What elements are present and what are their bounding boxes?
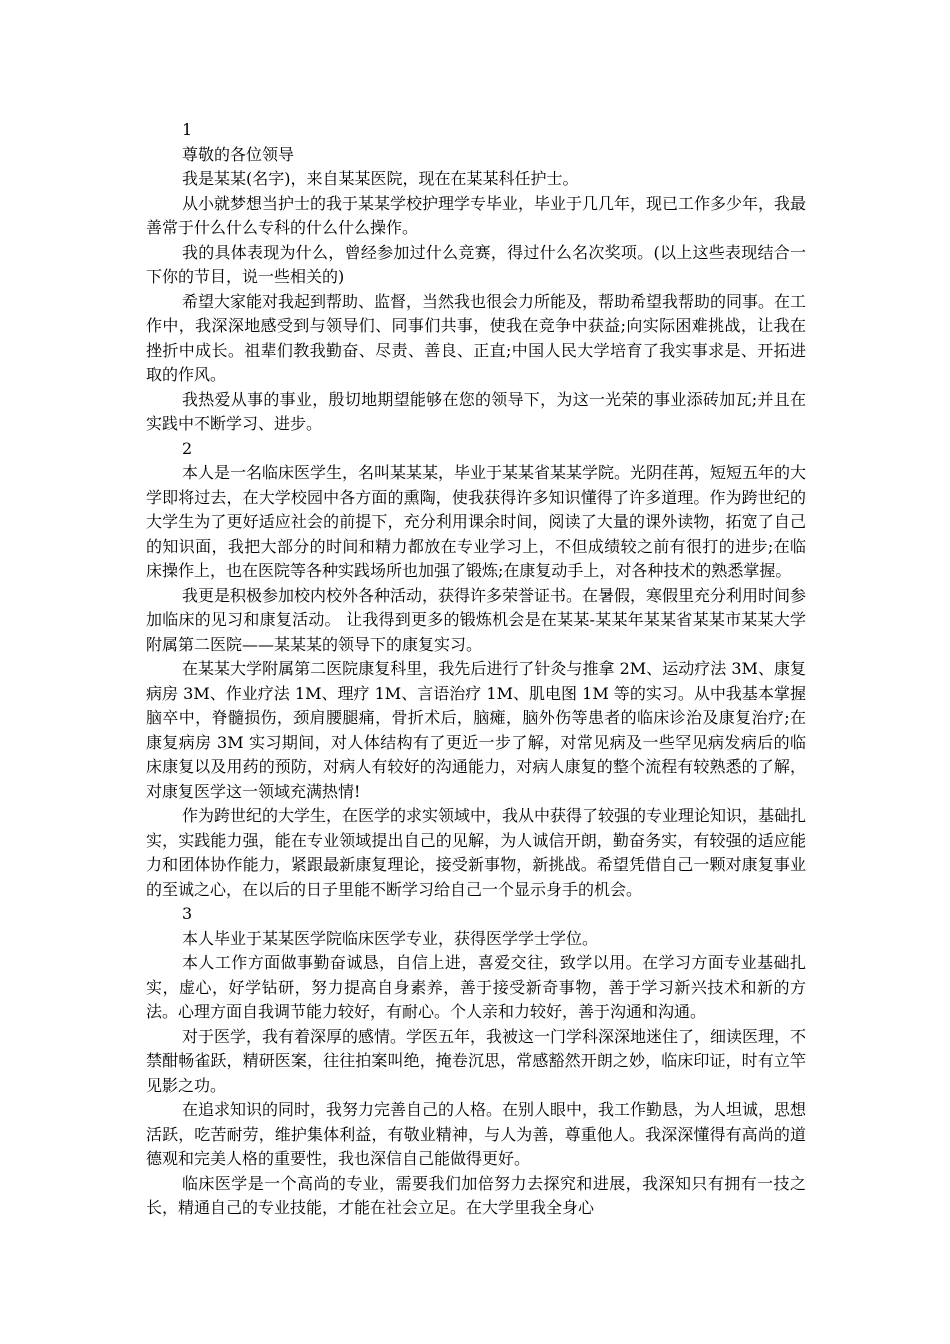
section-number: 2: [182, 438, 193, 458]
paragraph: 对于医学，我有着深厚的感情。学医五年，我被这一门学科深深地迷住了，细读医理，不禁酣畅雀跃，精研医案，往往拍案叫绝，掩卷沉思，常感豁然开朗之妙，临床印证，时有立竿见影之功。: [146, 1026, 807, 1095]
paragraph: 本人毕业于某某医学院临床医学专业，获得医学学士学位。: [182, 928, 599, 948]
paragraph: 希望大家能对我起到帮助、监督，当然我也很会力所能及，帮助希望我帮助的同事。在工作中，我深深地感受到与领导们、同事们共事，使我在竞争中获益;向实际困难挑战，让我在挫折中成长。祖辈们教我勤奋、尽责、善良、正直;中国人民大学培育了我实事求是、开拓进取的作风。: [146, 291, 807, 384]
salutation: 尊敬的各位领导: [182, 144, 295, 164]
section-number: 3: [182, 904, 193, 923]
document-body: [146, 118, 806, 1221]
paragraph: 作为跨世纪的大学生，在医学的求实领域中，我从中获得了较强的专业理论知识，基础扎实，实践能力强，能在专业领域提出自己的见解，为人诚信开朗，勤奋务实，有较强的适应能力和团体协作能力，紧跟最新康复理论，接受新事物，新挑战。希望凭借自己一颗对康复事业的至诚之心，在以后的日子里能不断学习给自己一个显示身手的机会。: [146, 806, 807, 899]
paragraph: 在追求知识的同时，我努力完善自己的人格。在别人眼中，我工作勤恳，为人坦诚，思想活跃，吃苦耐劳，维护集体利益，有敬业精神，与人为善，尊重他人。我深深懂得有高尚的道德观和完美人格的重要性，我也深信自己能做得更好。: [146, 1100, 807, 1168]
paragraph: 我更是积极参加校内校外各种活动，获得许多荣誉证书。在暑假，寒假里充分利用时间参加临床的见习和康复活动。 让我得到更多的锻炼机会是在某某-某某年某某省某某市某某大学附属第二医院——某某某的领导下的康复实习。: [146, 585, 807, 654]
paragraph: 临床医学是一个高尚的专业，需要我们加倍努力去探究和进展，我深知只有拥有一技之长，精通自己的专业技能，才能在社会立足。在大学里我全身心: [146, 1173, 806, 1217]
section-number: 1: [182, 120, 193, 139]
paragraph: 在某某大学附属第二医院康复科里，我先后进行了针灸与推拿 2M、运动疗法 3M、康复病房 3M、作业疗法 1M、理疗 1M、言语治疗 1M、肌电图 1M 等的实习。从中我基本掌握脑卒中，脊髓损伤，颈肩腰腿痛，骨折术后，脑瘫，脑外伤等患者的临床诊治及康复治疗;在康复病房 3M 实习期间，对人体结构有了更近一步了解，对常见病及一些罕见病发病后的临床康复以及用药的预防，对病人有较好的沟通能力，对病人康复的整个流程有较熟悉的了解，对康复医学这一领域充满热情!: [146, 659, 806, 801]
paragraph: 本人是一名临床医学生，名叫某某某，毕业于某某省某某学院。光阴荏苒，短短五年的大学即将过去，在大学校园中各方面的熏陶，使我获得许多知识懂得了许多道理。作为跨世纪的大学生为了更好适应社会的前提下，充分利用课余时间，阅读了大量的课外读物，拓宽了自己的知识面，我把大部分的时间和精力都放在专业学习上，不但成绩较之前有很打的进步;在临床操作上，也在医院等各种实践场所也加强了锻炼;在康复动手上，对各种技术的熟悉掌握。: [146, 463, 807, 580]
paragraph: 我热爱从事的事业，殷切地期望能够在您的领导下，为这一光荣的事业添砖加瓦;并且在实践中不断学习、进步。: [146, 389, 806, 433]
paragraph: 从小就梦想当护士的我于某某学校护理学专毕业，毕业于几几年，现已工作多少年，我最善常于什么什么专科的什么什么操作。: [146, 193, 807, 237]
paragraph: 我的具体表现为什么，曾经参加过什么竞赛，得过什么名次奖项。(以上这些表现结合一下你的节目，说一些相关的): [146, 242, 806, 286]
paragraph: 我是某某(名字)，来自某某医院，现在在某某科任护士。: [182, 169, 579, 188]
paragraph: 本人工作方面做事勤奋诚恳，自信上进，喜爱交往，致学以用。在学习方面专业基础扎实，虚心，好学钻研，努力提高自身素养，善于接受新奇事物，善于学习新兴技术和新的方法。心理方面自我调节能力较好，有耐心。个人亲和力较好，善于沟通和沟通。: [146, 953, 806, 1021]
